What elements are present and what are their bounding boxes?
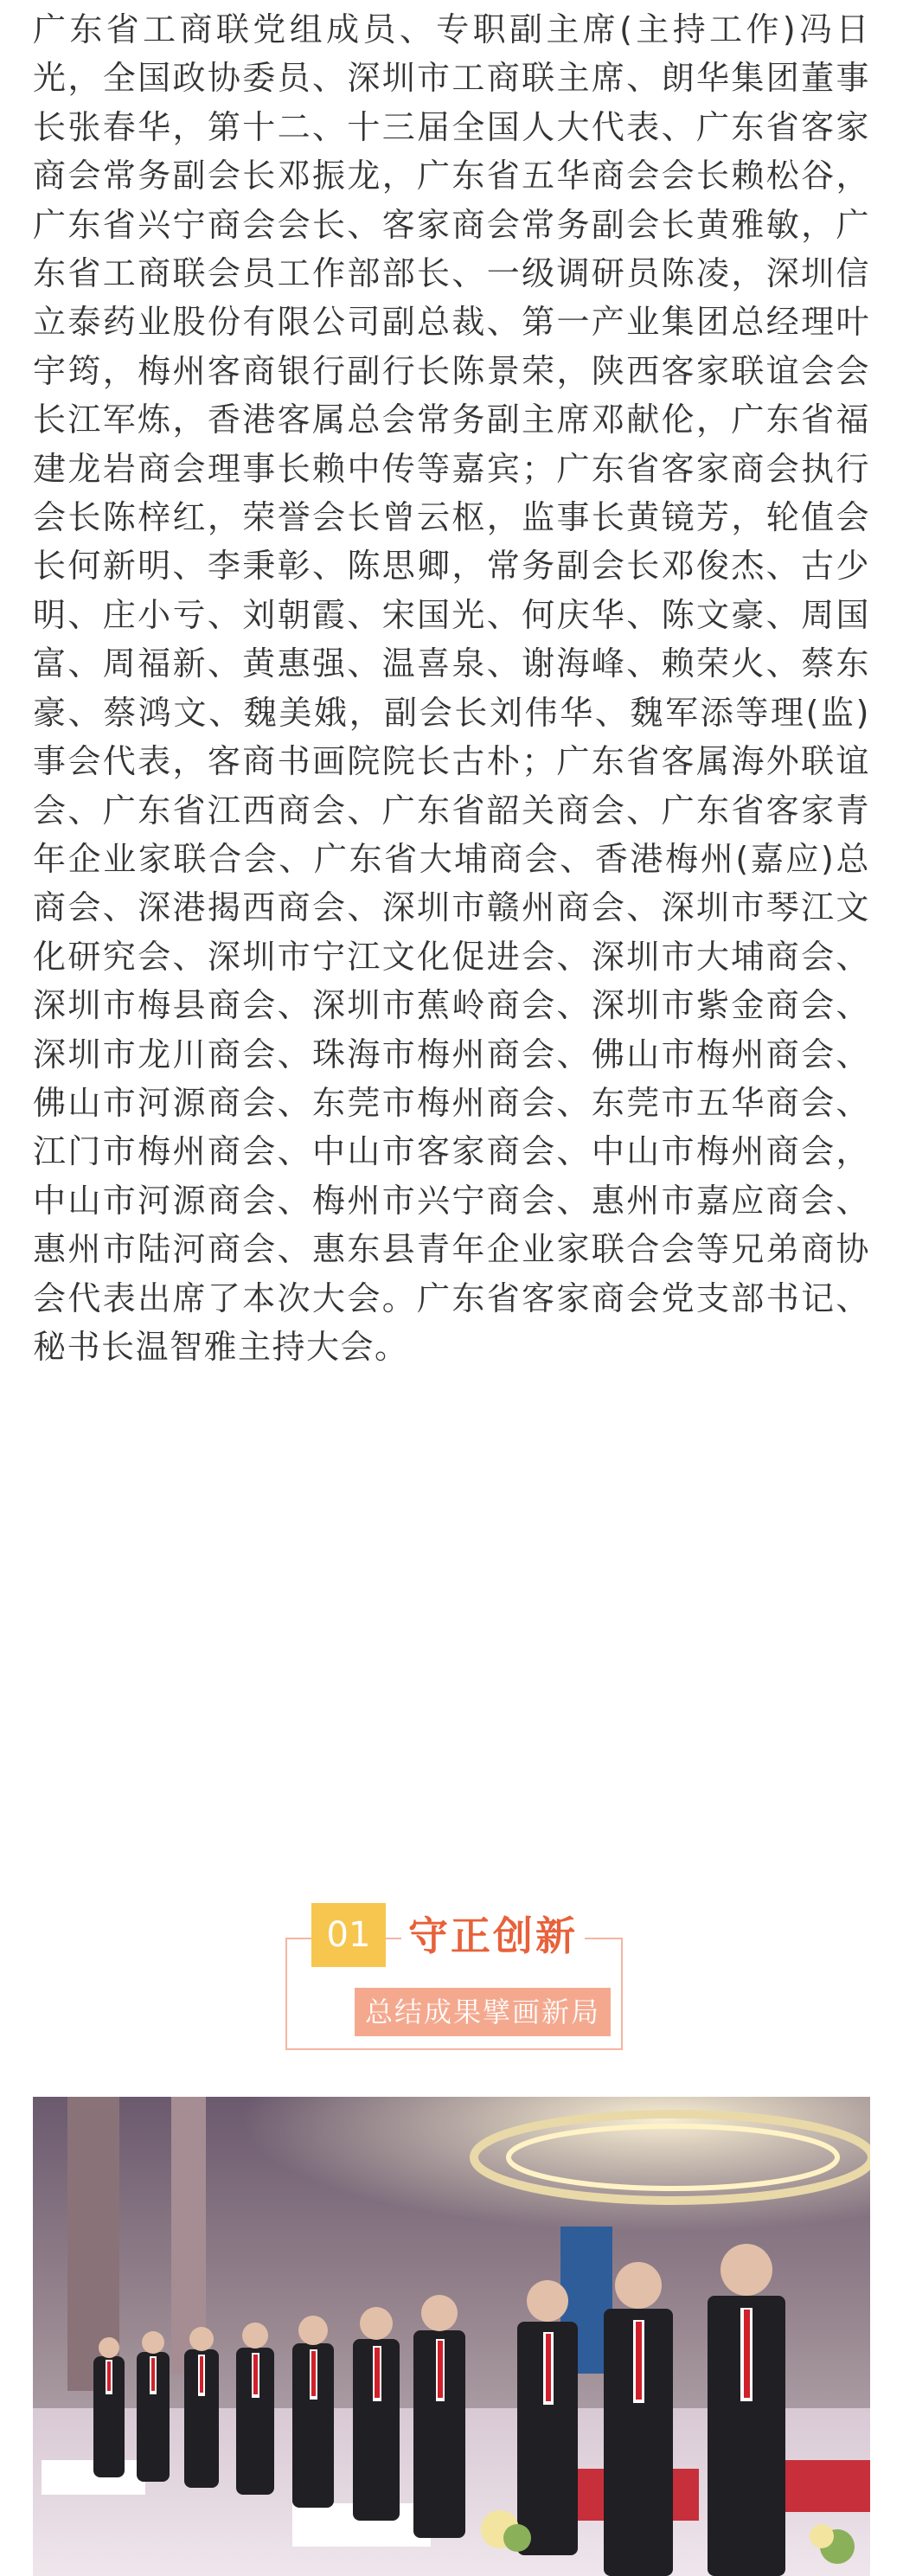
section-title: 守正创新 — [401, 1910, 585, 1962]
section-header — [285, 1903, 631, 2050]
section-subtitle: 总结成果擘画新局 — [355, 1988, 611, 2036]
section-number: 01 — [311, 1903, 386, 1967]
article-paragraph: 广东省工商联党组成员、专职副主席(主持工作)冯日光，全国政协委员、深圳市工商联主席、朗华集团董事长张春华，第十二、十三届全国人大代表、广东省客家商会常务副会长邓振龙，广东省五华商会会长赖松谷，广东省兴宁商会会长、客家商会常务副会长黄雅敏，广东省工商联会员工作部部长、一级调研员陈凌，深圳信立泰药业股份有限公司副总裁、第一产业集团总经理叶宇筠，梅州客商银行副行长陈景荣，陕西客家联谊会会长江军炼，香港客属总会常务副主席邓献伦，广东省福建龙岩商会理事长赖中传等嘉宾；广东省客家商会执行会长陈梓红，荣誉会长曾云枢，监事长黄镜芳，轮值会长何新明、李秉彰、陈思卿，常务副会长邓俊杰、古少明、庄小亏、刘朝霞、宋国光、何庆华、陈文豪、周国富、周福新、黄惠强、温喜泉、谢海峰、赖荣火、蔡东豪、蔡鸿文、魏美娥，副会长刘伟华、魏军添等理(监)事会代表，客商书画院院长古朴；广东省客属海外联谊会、广东省江西商会、广东省韶关商会、广东省客家青年企业家联合会、广东省大埔商会、香港梅州(嘉应)总商会、深港揭西商会、深圳市赣州商会、深圳市琴江文化研究会、深圳市宁江文化促进会、深圳市大埔商会、深圳市梅县商会、深圳市蕉岭商会、深圳市紫金商会、深圳市龙川商会、珠海市梅州商会、佛山市梅州商会、佛山市河源商会、东莞市梅州商会、东莞市五华商会、江门市梅州商会、中山市客家商会、中山市梅州商会，中山市河源商会、梅州市兴宁商会、惠州市嘉应商会、惠州市陆河商会、惠东县青年企业家联合会等兄弟商协会代表出席了本次大会。广东省客家商会党支部书记、秘书长温智雅主持大会。 — [33, 10, 870, 1366]
conference-hall-photo — [33, 2097, 870, 2576]
